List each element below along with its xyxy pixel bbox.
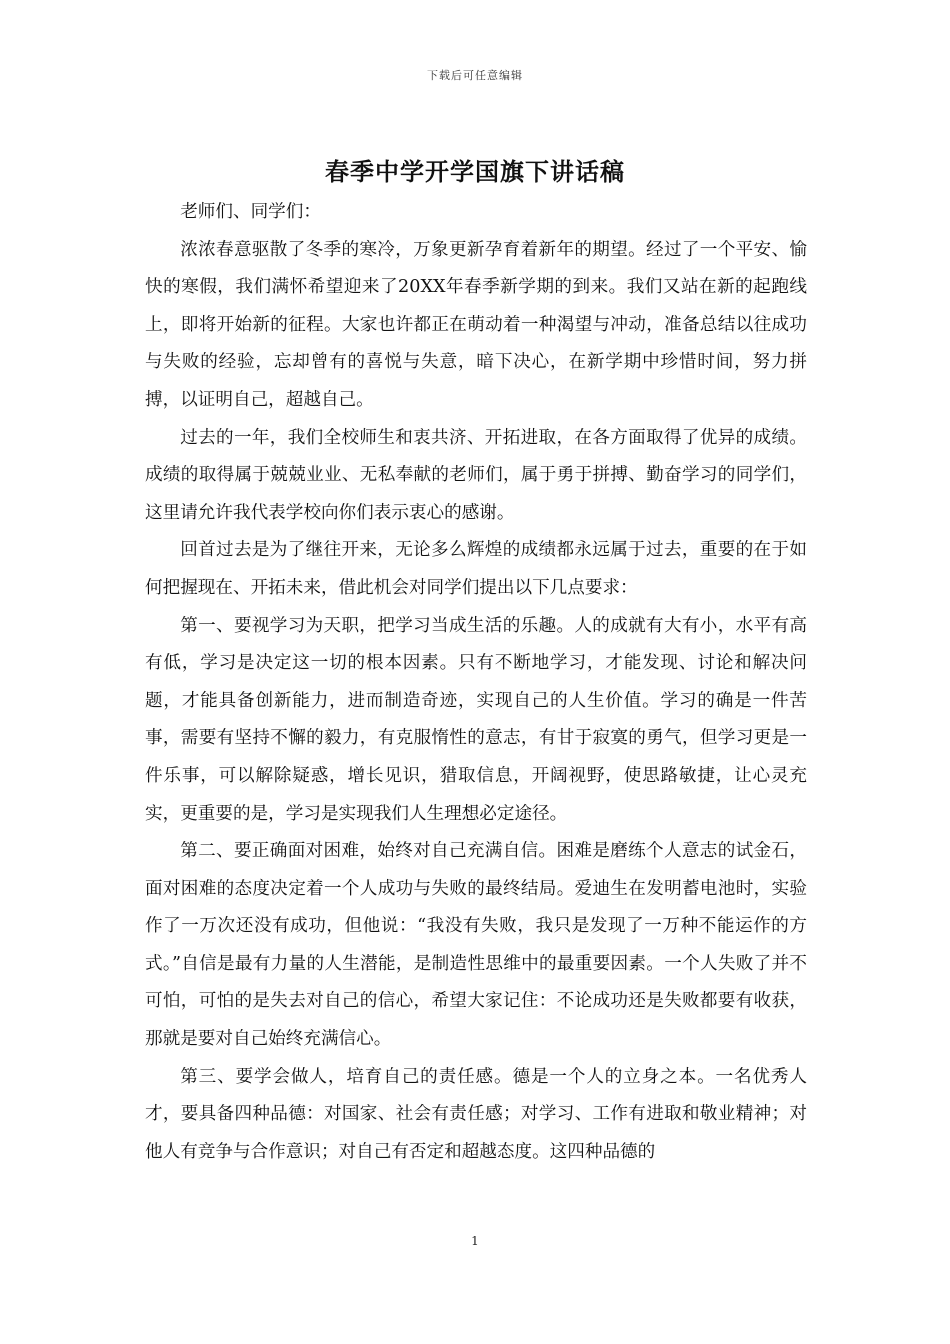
body-paragraph: 回首过去是为了继往开来，无论多么辉煌的成绩都永远属于过去，重要的在于如何把握现在、开拓未来，借此机会对同学们提出以下几点要求：	[145, 540, 807, 598]
body-paragraph: 过去的一年，我们全校师生和衷共济、开拓进取，在各方面取得了优异的成绩。成绩的取得属于兢兢业业、无私奉献的老师们，属于勇于拼搏、勤奋学习的同学们，这里请允许我代表学校向你们表示衷心的感谢。	[145, 427, 807, 523]
page-number: 1	[471, 1234, 479, 1248]
document-body	[145, 194, 807, 1171]
page-header-note: 下载后可任意编辑	[427, 69, 523, 82]
body-paragraph: 浓浓春意驱散了冬季的寒冷，万象更新孕育着新年的期望。经过了一个平安、愉快的寒假，我们满怀希望迎来了20XX年春季新学期的到来。我们又站在新的起跑线上，即将开始新的征程。大家也许都正在萌动着一种渴望与冲动，准备总结以往成功与失败的经验，忘却曾有的喜悦与失意，暗下决心，在新学期中珍惜时间，努力拼搏，以证明自己，超越自己。	[145, 239, 807, 410]
salutation-paragraph: 老师们、同学们：	[180, 202, 321, 222]
document-title: 春季中学开学国旗下讲话稿	[325, 157, 625, 186]
body-paragraph: 第三、要学会做人，培育自己的责任感。德是一个人的立身之本。一名优秀人才，要具备四种品德：对国家、社会有责任感；对学习、工作有进取和敬业精神；对他人有竞争与合作意识；对自己有否定和超越态度。这四种品德的	[145, 1066, 807, 1162]
body-paragraph: 第二、要正确面对困难，始终对自己充满自信。困难是磨练个人意志的试金石，面对困难的态度决定着一个人成功与失败的最终结局。爱迪生在发明蓄电池时，实验作了一万次还没有成功，但他说：“我没有失败，我只是发现了一万种不能运作的方式。”自信是最有力量的人生潜能，是制造性思维中的最重要因素。一个人失败了并不可怕，可怕的是失去对自己的信心，希望大家记住：不论成功还是失败都要有收获，那就是要对自己始终充满信心。	[145, 841, 807, 1050]
body-paragraph: 第一、要视学习为天职，把学习当成生活的乐趣。人的成就有大有小，水平有高有低，学习是决定这一切的根本因素。只有不断地学习，才能发现、讨论和解决问题，才能具备创新能力，进而制造奇迹，实现自己的人生价值。学习的确是一件苦事，需要有坚持不懈的毅力，有克服惰性的意志，有甘于寂寞的勇气，但学习更是一件乐事，可以解除疑惑，增长见识，猎取信息，开阔视野，使思路敏捷，让心灵充实，更重要的是，学习是实现我们人生理想必定途径。	[145, 615, 807, 824]
